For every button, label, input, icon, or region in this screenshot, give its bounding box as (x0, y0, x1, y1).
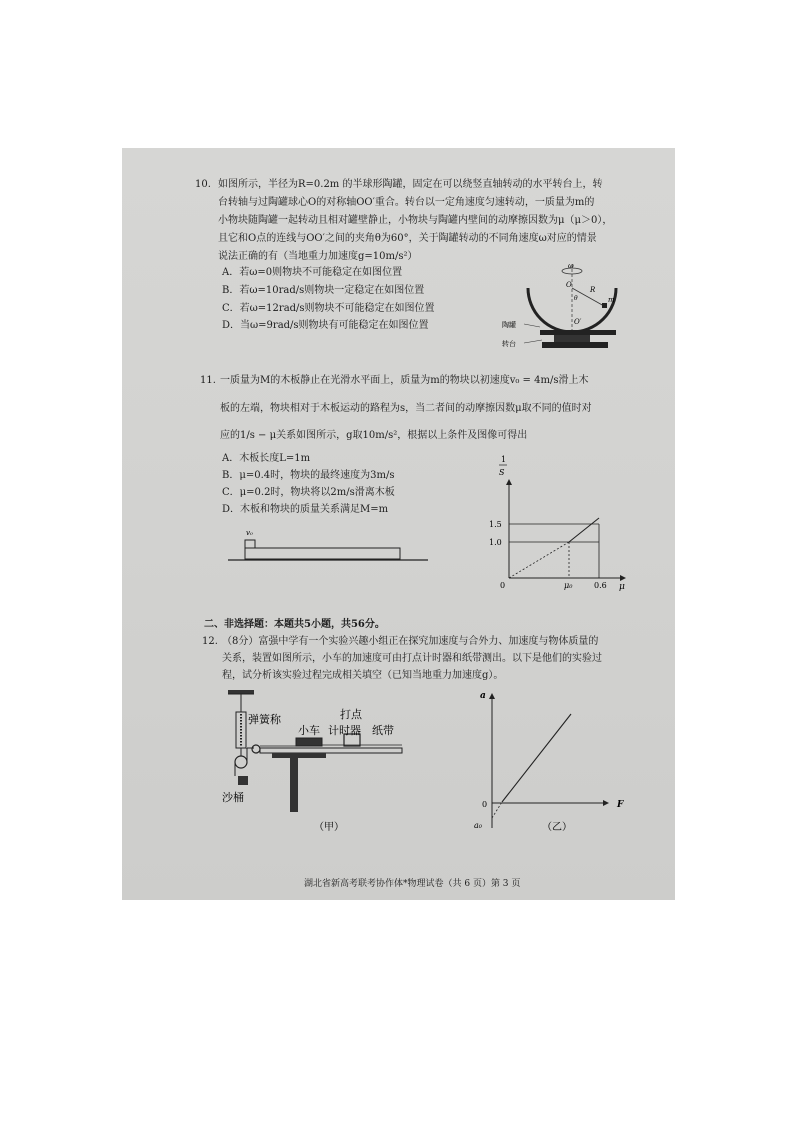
q10-line-1: 如图所示，半径为R=0.2m 的半球形陶罐，固定在可以绕竖直轴转动的水平转台上，转 (218, 179, 603, 190)
pulley-lower (235, 756, 247, 768)
y-axis-label-den: S (499, 468, 505, 477)
o-prime-label: O′ (574, 318, 582, 326)
apparatus-caption: （甲） (314, 822, 344, 833)
pot-label: 陶罐 (502, 321, 516, 329)
data-line-solid (569, 518, 599, 542)
track (260, 748, 402, 753)
scanned-page (122, 148, 675, 900)
q11-board-figure (228, 526, 428, 566)
x-axis-label: μ (619, 582, 625, 592)
block-rect (245, 540, 255, 548)
q10-line-4: 且它和O点的连线与OO′之间的夹角θ为60°，关于陶罐转动的不同角速度ω对应的情景 (218, 233, 597, 244)
y-axis-label-num: 1 (501, 455, 507, 464)
theta-label: θ (574, 295, 578, 302)
q10-option-c: C．若ω=12rad/s则物块不可能稳定在如图位置 (222, 303, 435, 314)
q10-option-a: A．若ω=0则物块不可能稳定在如图位置 (222, 267, 403, 278)
q11-option-b: B．μ=0.4时，物块的最终速度为3m/s (222, 470, 395, 481)
block-m (602, 303, 607, 308)
graph-line-dashed (492, 802, 502, 818)
q11-line-2: 板的左端，物块相对于木板运动的路程为s，当二者间的动摩擦因数μ取不同的值时对 (220, 403, 592, 414)
data-line-dashed (509, 542, 569, 578)
table-top (272, 753, 326, 758)
section2-heading: 二、非选择题：本题共5小题，共56分。 (204, 619, 385, 630)
a-axis-label: a (480, 691, 486, 701)
q10-line-2: 台转轴与过陶罐球心O的对称轴OO′重合。转台以一定角速度匀速转动，一质量为m的 (218, 197, 595, 208)
q12-line-1: （8分）富强中学有一个实验兴趣小组正在探究加速度与合外力、加速度与物体质量的 (222, 636, 599, 647)
tape-label: 纸带 (372, 724, 394, 737)
bucket-label: 沙桶 (222, 791, 244, 804)
origin-label-2: 0 (482, 800, 488, 809)
q12-graph (472, 690, 632, 840)
x-tick-mu0: μ₀ (564, 581, 573, 590)
q11-option-c: C．μ=0.2时，物块将以2m/s滑离木板 (222, 487, 395, 498)
spring-scale-label: 弹簧称 (248, 713, 281, 726)
q12-line-2: 关系，装置如图所示，小车的加速度可由打点计时器和纸带测出。以下是他们的实验过 (222, 653, 602, 664)
q10-line-5: 说法正确的有（当地重力加速度g=10m/s²） (218, 251, 418, 262)
q10-line-3: 小物块随陶罐一起转动且相对罐壁静止，小物块与陶罐内壁间的动摩擦因数为μ（μ＞0）， (218, 215, 613, 226)
origin-label: 0 (500, 581, 506, 590)
q10-option-b: B．若ω=10rad/s则物块一定稳定在如图位置 (222, 285, 425, 296)
cart (296, 738, 322, 746)
intercept-label: a₀ (474, 821, 482, 830)
q10-option-d: D．当ω=9rad/s则物块有可能稳定在如图位置 (222, 320, 429, 331)
table-leg (290, 758, 298, 812)
q11-line-3: 应的1/s − μ关系如图所示，g取10m/s²，根据以上条件及图像可得出 (220, 430, 528, 441)
omega-label: ω (568, 262, 574, 270)
turntable-base (542, 342, 608, 348)
q11-line-1: 一质量为M的木板静止在光滑水平面上，质量为m的物块以初速度v₀ = 4m/s滑上木 (220, 375, 589, 386)
x-tick-0-6: 0.6 (594, 581, 607, 590)
o-label: O (566, 281, 572, 289)
pulley-upper (252, 745, 260, 753)
graph-caption: （乙） (542, 822, 572, 833)
q11-option-a: A．木板长度L=1m (222, 453, 311, 464)
q10-number: 10. (195, 179, 211, 190)
q12-apparatus-figure (222, 690, 412, 840)
turntable-hub (554, 335, 590, 342)
cart-label: 小车 (298, 724, 320, 737)
table-label: 转台 (502, 340, 516, 348)
q12-line-3: 程，试分析该实验过程完成相关填空（已知当地重力加速度g）。 (222, 670, 504, 681)
q11-option-d: D．木板和物块的质量关系满足M=m (222, 504, 389, 515)
y-tick-1-0: 1.0 (489, 538, 502, 547)
graph-line-solid (502, 714, 571, 802)
q10-bowl-figure (502, 260, 642, 362)
ceiling (228, 690, 254, 694)
v0-label: v₀ (246, 529, 253, 537)
m-label: m (608, 296, 615, 304)
timer-label-1: 打点 (340, 708, 362, 721)
turntable-top (540, 330, 616, 335)
y-tick-1-5: 1.5 (489, 520, 502, 529)
r-label: R (590, 286, 596, 294)
q12-number: 12. (202, 636, 218, 647)
f-axis-label: F (617, 800, 624, 810)
timer-label-2: 计时器 (328, 724, 361, 737)
page-footer: 湖北省新高考联考协作体*物理试卷（共 6 页）第 3 页 (304, 879, 521, 889)
sand-bucket (238, 776, 248, 785)
board-rect (245, 548, 400, 559)
q11-graph (487, 452, 632, 592)
q11-number: 11. (200, 375, 216, 386)
